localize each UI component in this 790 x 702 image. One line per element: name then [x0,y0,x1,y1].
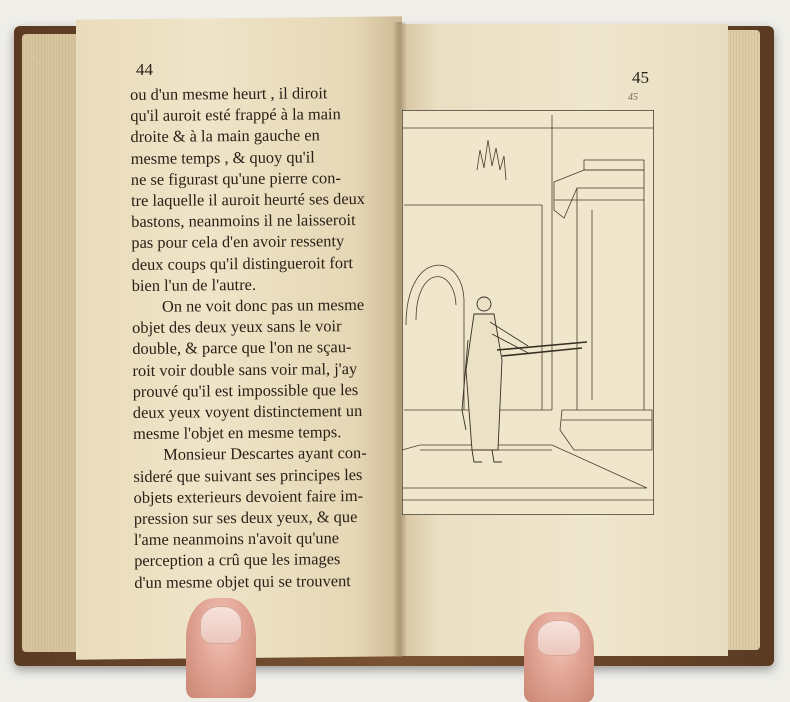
text-line: Monsieur Descartes ayant con- [163,443,367,465]
text-line: mesme temps , & quoy qu'il [130,146,315,168]
engraving-illustration [402,110,654,515]
text-line: sideré que suivant ses principes les [133,464,363,486]
left-page-number: 44 [136,60,153,79]
left-thumbnail-nail [200,606,242,644]
text-line: bien l'un de l'autre. [131,274,257,295]
text-line: prouvé qu'il est impossible que les [132,379,359,401]
right-thumbnail-nail [537,620,581,656]
right-page-number: 45 [632,68,649,87]
text-line: roit voir double sans voir mal, j'ay [132,358,358,380]
text-line: droite & à la main gauche en [130,125,320,147]
text-line: objet des deux yeux sans le voir [132,316,342,338]
text-line: On ne voit donc pas un mesme [161,294,365,316]
text-line: pas pour cela d'en avoir ressenty [131,231,345,253]
spine-mark: 6 [26,48,34,65]
text-line: mesme l'objet en mesme temps. [132,422,342,444]
text-line: deux yeux voyent distinctement un [132,401,363,423]
illustration-frame [402,110,654,515]
text-line: ou d'un mesme heurt , il diroit [130,83,328,104]
text-line: ne se figurast qu'une pierre con- [130,167,341,189]
text-line: tre laquelle il auroit heurté ses deux [130,188,366,211]
text-line: l'ame neanmoins n'avoit qu'une [133,528,340,550]
pencil-page-note: 45 [628,92,638,103]
text-line: double, & parce que l'on ne sçau- [132,337,352,359]
text-line: objets exterieurs devoient faire im- [133,485,364,507]
text-line: pression sur ses deux yeux, & que [133,507,358,529]
text-line: d'un mesme objet qui se trouvent [134,570,351,592]
text-line: perception a crû que les images [134,549,341,571]
text-line: deux coups qu'il distingueroit fort [131,252,354,274]
text-line: qu'il auroit esté frappé à la main [130,104,341,126]
text-line: bastons, neanmoins il ne laisseroit [131,210,356,232]
left-page-text [130,82,404,593]
